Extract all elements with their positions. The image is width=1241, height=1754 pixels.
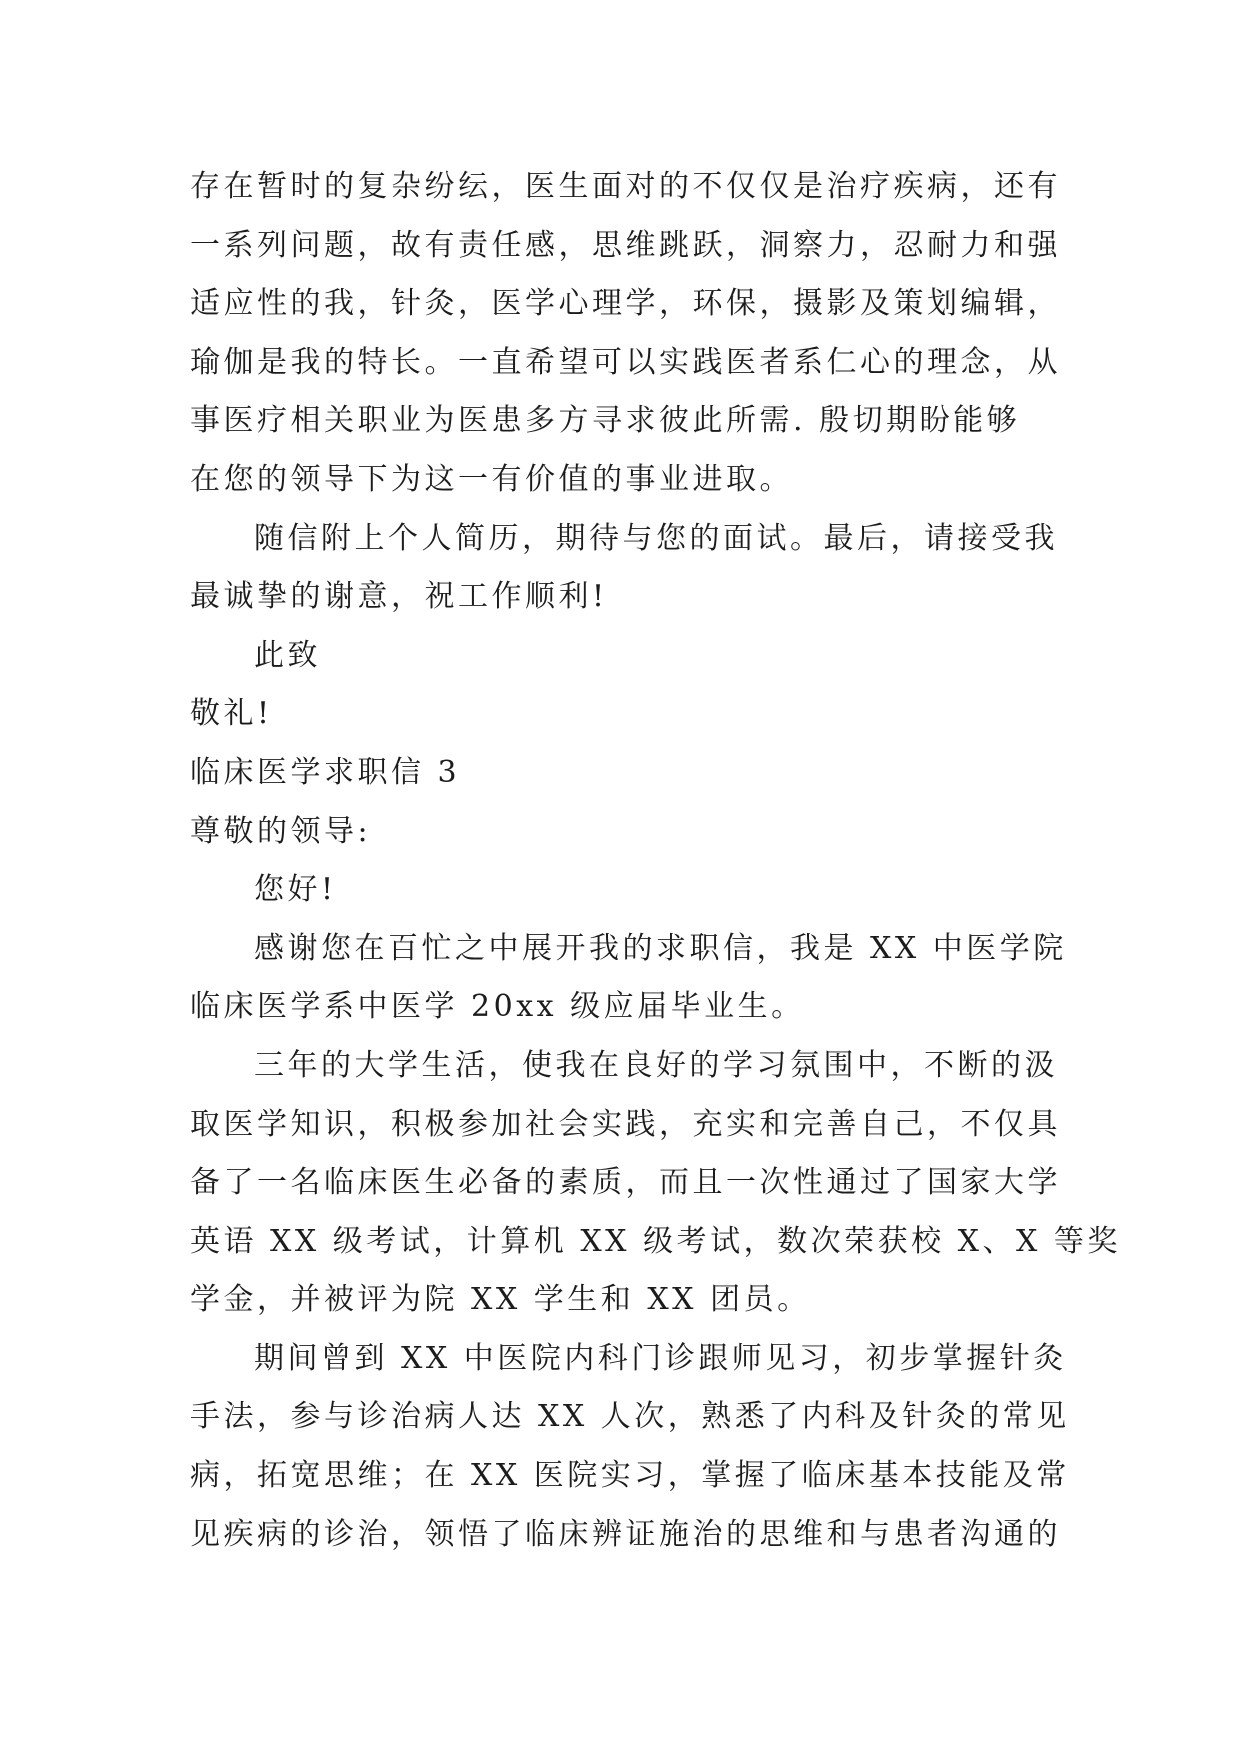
document-page: [190, 158, 1121, 1564]
closing-phrase: 此致: [254, 637, 321, 673]
text-line: 见疾病的诊治，领悟了临床辨证施治的思维和与患者沟通的: [190, 1516, 1061, 1552]
text-line: 一系列问题，故有责任感，思维跳跃，洞察力，忍耐力和强: [190, 227, 1061, 263]
paragraph-start-line: 三年的大学生活，使我在良好的学习氛围中，不断的汲: [254, 1047, 1058, 1083]
text-line: 最诚挚的谢意，祝工作顺利!: [190, 579, 608, 615]
text-line: 手法，参与诊治病人达 XX 人次，熟悉了内科及针灸的常见: [190, 1399, 1070, 1435]
text-line: 病，拓宽思维；在 XX 医院实习，掌握了临床基本技能及常: [190, 1458, 1070, 1494]
text-line: 存在暂时的复杂纷纭，医生面对的不仅仅是治疗疾病，还有: [190, 169, 1061, 204]
text-line: 瑜伽是我的特长。一直希望可以实践医者系仁心的理念，从: [190, 344, 1061, 380]
text-line: 事医疗相关职业为医患多方寻求彼此所需. 殷切期盼能够: [190, 403, 1021, 439]
text-line: 学金，并被评为院 XX 学生和 XX 团员。: [190, 1282, 811, 1318]
text-line: 取医学知识，积极参加社会实践，充实和完善自己，不仅具: [190, 1106, 1061, 1142]
text-line: 备了一名临床医生必备的素质，而且一次性通过了国家大学: [190, 1165, 1061, 1201]
salutation: 尊敬的领导:: [190, 813, 372, 849]
text-line: 英语 XX 级考试，计算机 XX 级考试，数次荣获校 X、X 等奖: [190, 1223, 1121, 1259]
text-line: 在您的领导下为这一有价值的事业进取。: [190, 461, 793, 497]
paragraph-start-line: 随信附上个人简历，期待与您的面试。最后，请接受我: [254, 520, 1058, 556]
closing-salute: 敬礼!: [190, 696, 273, 732]
text-line: 临床医学系中医学 20xx 级应届毕业生。: [190, 989, 805, 1025]
letter-title: 临床医学求职信 3: [190, 754, 461, 790]
paragraph-start-line: 感谢您在百忙之中展开我的求职信，我是 XX 中医学院: [254, 930, 1067, 966]
greeting: 您好!: [254, 872, 337, 908]
paragraph-start-line: 期间曾到 XX 中医院内科门诊跟师见习，初步掌握针灸: [254, 1340, 1067, 1376]
text-line: 适应性的我，针灸，医学心理学，环保，摄影及策划编辑，: [190, 286, 1061, 322]
